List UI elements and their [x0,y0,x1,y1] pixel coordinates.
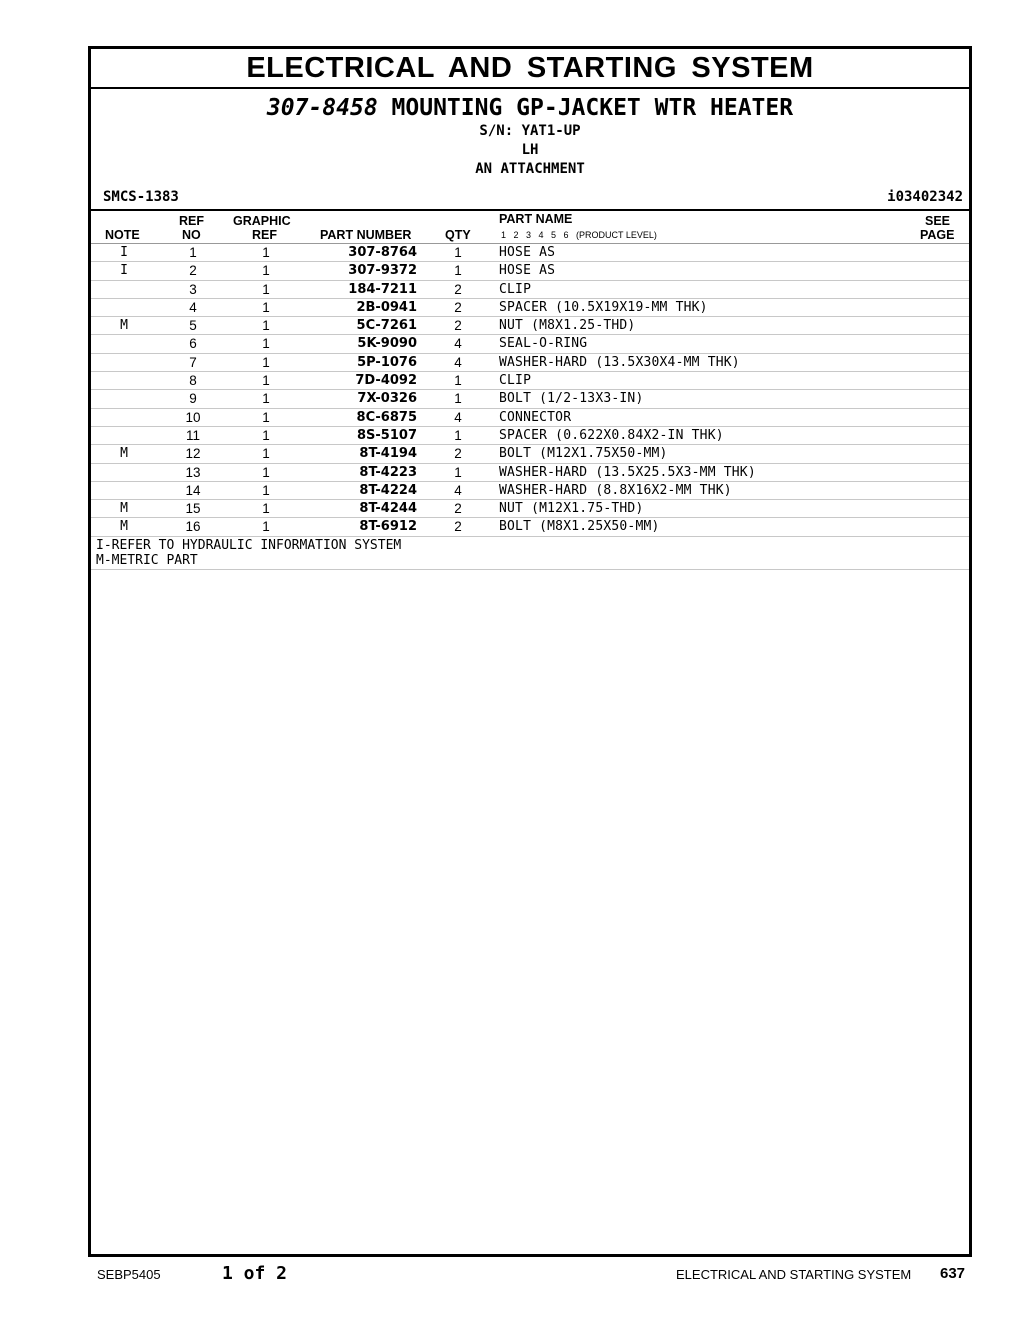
footer-page-of: 1 of 2 [222,1263,288,1284]
attachment-label: AN ATTACHMENT [475,161,585,177]
part-name-cell: WASHER-HARD (13.5X25.5X3-MM THK) [499,464,756,480]
qty-cell: 1 [454,391,462,407]
part-name-cell: HOSE AS [499,245,556,260]
header-graphic-bottom: REF [252,228,277,242]
ref-no-cell: 6 [189,336,197,352]
part-number-cell: 2B-0941 [356,299,417,315]
smcs-code: SMCS-1383 [103,189,179,205]
table-row [91,427,969,445]
part-number-cell: 8S-5107 [357,427,417,443]
graphic-ref-cell: 1 [262,501,270,517]
part-number-cell: 7X-0326 [357,391,417,407]
header-see-bottom: PAGE [920,228,955,242]
group-title [91,94,969,122]
note-line: M-METRIC PART [96,552,198,568]
ref-no-cell: 9 [189,391,197,407]
part-name-cell: HOSE AS [499,263,556,279]
parts-page-frame [88,46,972,1257]
part-number-cell: 7D-4092 [355,373,417,389]
footer-page-number: 637 [940,1265,966,1282]
part-name-cell: CLIP [499,281,532,297]
qty-cell: 2 [454,519,462,535]
qty-cell: 1 [454,245,462,260]
ref-no-cell: 14 [185,482,201,498]
group-part-number: 307-8458 [266,95,378,121]
header-ref-bottom: NO [182,228,201,242]
header-ref-top: REF [179,214,204,228]
part-number-cell: 8T-4194 [359,446,417,462]
ref-no-cell: 3 [189,281,197,297]
ref-no-cell: 7 [189,354,197,370]
graphic-ref-cell: 1 [262,519,270,535]
ref-no-cell: 10 [185,409,201,425]
table-row [91,354,969,372]
qty-cell: 2 [454,318,462,334]
note-cell: M [120,501,128,517]
table-row [91,335,969,353]
graphic-ref-cell: 1 [262,446,270,462]
note-cell: I [120,263,128,279]
qty-cell: 4 [454,354,462,370]
footer-section: ELECTRICAL AND STARTING SYSTEM [676,1267,912,1282]
table-row [91,445,969,463]
graphic-ref-cell: 1 [262,409,270,425]
header-note: NOTE [105,228,140,242]
part-name-cell: SPACER (0.622X0.84X2-IN THK) [499,427,724,443]
part-name-cell: NUT (M8X1.25-THD) [499,318,636,334]
side-label: LH [521,142,539,158]
header-part-number: PART NUMBER [320,228,412,242]
part-number-cell: 307-9372 [348,263,417,279]
part-name-cell: WASHER-HARD (13.5X30X4-MM THK) [499,354,740,370]
illustration-id: i03402342 [887,189,963,205]
header-see-top: SEE [925,214,951,228]
graphic-ref-cell: 1 [262,299,270,315]
graphic-ref-cell: 1 [262,281,270,297]
part-name-cell: SPACER (10.5X19X19-MM THK) [499,299,708,315]
table-row [91,482,969,500]
ref-no-cell: 1 [189,245,197,260]
graphic-ref-cell: 1 [262,354,270,370]
part-name-cell: WASHER-HARD (8.8X16X2-MM THK) [499,482,732,498]
ref-no-cell: 15 [185,501,201,517]
table-row [91,262,969,280]
qty-cell: 1 [454,263,462,279]
parts-table-body [91,244,969,537]
graphic-ref-cell: 1 [262,318,270,334]
section-title: ELECTRICAL AND STARTING SYSTEM [91,49,969,89]
table-row [91,409,969,427]
table-row [91,299,969,317]
qty-cell: 4 [454,482,462,498]
part-number-cell: 307-8764 [348,245,417,260]
part-number-cell: 8C-6875 [356,409,417,425]
part-number-cell: 8T-4223 [359,464,417,480]
page-footer [0,1264,1020,1288]
table-header [91,211,969,244]
table-row [91,317,969,335]
ref-no-cell: 5 [189,318,197,334]
qty-cell: 4 [454,336,462,352]
part-number-cell: 5K-9090 [357,336,417,352]
qty-cell: 4 [454,409,462,425]
qty-cell: 1 [454,373,462,389]
meta-row [91,187,969,211]
part-number-cell: 5C-7261 [356,318,417,334]
ref-no-cell: 12 [185,446,201,462]
note-cell: M [120,318,128,334]
note-cell: I [120,245,128,260]
part-name-cell: NUT (M12X1.75-THD) [499,501,644,517]
graphic-ref-cell: 1 [262,336,270,352]
table-row [91,464,969,482]
part-name-cell: BOLT (1/2-13X3-IN) [499,391,644,407]
note-cell: M [120,519,128,535]
qty-cell: 1 [454,427,462,443]
part-name-cell: CONNECTOR [499,409,572,425]
header-part-name: PART NAME [499,212,573,226]
table-row [91,518,969,536]
part-name-cell: SEAL-O-RING [499,336,588,352]
qty-cell: 1 [454,464,462,480]
note-line: I-REFER TO HYDRAULIC INFORMATION SYSTEM [96,537,402,553]
ref-no-cell: 16 [185,519,201,535]
table-row [91,281,969,299]
qty-cell: 2 [454,299,462,315]
graphic-ref-cell: 1 [262,263,270,279]
table-row [91,244,969,262]
footer-doc-id: SEBP5405 [97,1267,161,1282]
ref-no-cell: 8 [189,373,197,389]
part-number-cell: 5P-1076 [357,354,417,370]
graphic-ref-cell: 1 [262,482,270,498]
ref-no-cell: 2 [189,263,197,279]
header-qty: QTY [445,228,471,242]
graphic-ref-cell: 1 [262,464,270,480]
graphic-ref-cell: 1 [262,391,270,407]
table-row [91,390,969,408]
part-name-cell: CLIP [499,373,532,389]
part-number-cell: 8T-4244 [359,501,417,517]
ref-no-cell: 13 [185,464,201,480]
header-graphic-top: GRAPHIC [233,214,291,228]
part-number-cell: 8T-6912 [359,519,417,535]
header-product-level: 1 2 3 4 5 6 (PRODUCT LEVEL) [501,230,657,240]
ref-no-cell: 11 [185,427,200,443]
graphic-ref-cell: 1 [262,427,270,443]
group-name: MOUNTING GP-JACKET WTR HEATER [391,95,794,121]
graphic-ref-cell: 1 [262,373,270,389]
part-number-cell: 184-7211 [348,281,417,297]
part-name-cell: BOLT (M8X1.25X50-MM) [499,519,660,535]
serial-number: S/N: YAT1-UP [479,123,581,139]
ref-no-cell: 4 [189,299,197,315]
qty-cell: 2 [454,281,462,297]
table-row [91,500,969,518]
part-name-cell: BOLT (M12X1.75X50-MM) [499,446,668,462]
part-number-cell: 8T-4224 [359,482,417,498]
table-row [91,372,969,390]
graphic-ref-cell: 1 [262,245,270,260]
qty-cell: 2 [454,446,462,462]
qty-cell: 2 [454,501,462,517]
note-cell: M [120,446,128,462]
notes-block [91,537,969,570]
